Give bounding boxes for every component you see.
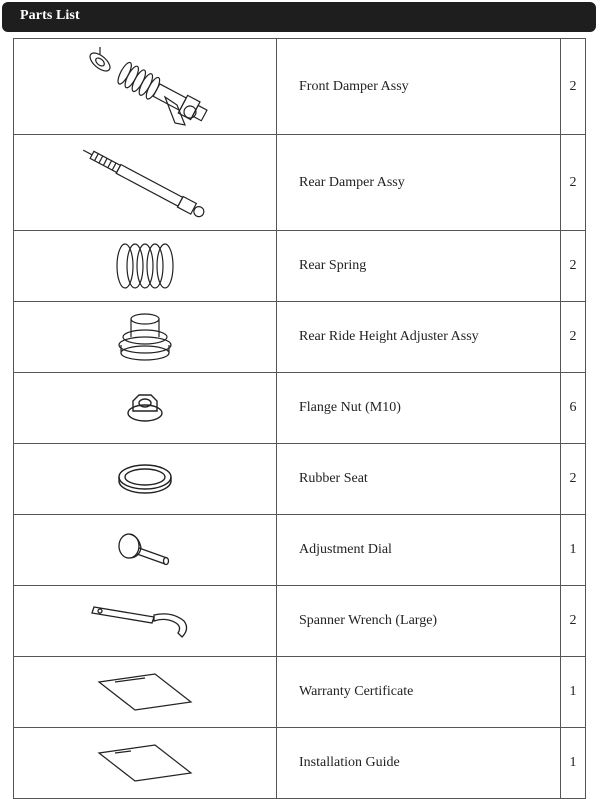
table-row xyxy=(14,135,586,231)
part-image-cell xyxy=(14,302,277,373)
part-qty: 2 xyxy=(561,135,586,231)
part-image-cell xyxy=(14,515,277,586)
part-image-cell xyxy=(14,373,277,444)
installation-guide-icon xyxy=(95,743,195,783)
part-qty: 2 xyxy=(561,444,586,515)
part-name: Rear Spring xyxy=(277,231,561,302)
part-qty: 2 xyxy=(561,231,586,302)
rubber-seat-icon xyxy=(115,461,175,497)
table-row xyxy=(14,39,586,135)
page-title: Parts List xyxy=(20,8,80,23)
part-name: Warranty Certificate xyxy=(277,657,561,728)
part-name: Rear Damper Assy xyxy=(277,135,561,231)
part-qty: 6 xyxy=(561,373,586,444)
table-row xyxy=(14,302,586,373)
part-image-cell xyxy=(14,231,277,302)
part-image-cell xyxy=(14,728,277,799)
ride-height-adjuster-icon xyxy=(110,307,180,367)
part-image-cell xyxy=(14,135,277,231)
warranty-certificate-icon xyxy=(95,672,195,712)
part-image-cell xyxy=(14,657,277,728)
part-qty: 2 xyxy=(561,586,586,657)
parts-table xyxy=(13,38,586,799)
table-row xyxy=(14,231,586,302)
table-row xyxy=(14,515,586,586)
table-row xyxy=(14,586,586,657)
part-name: Rear Ride Height Adjuster Assy xyxy=(277,302,561,373)
part-name: Front Damper Assy xyxy=(277,39,561,135)
table-row xyxy=(14,728,586,799)
part-name: Adjustment Dial xyxy=(277,515,561,586)
table-row xyxy=(14,657,586,728)
part-name: Installation Guide xyxy=(277,728,561,799)
part-image-cell xyxy=(14,39,277,135)
part-image-cell xyxy=(14,444,277,515)
part-image-cell xyxy=(14,586,277,657)
part-qty: 2 xyxy=(561,39,586,135)
part-qty: 2 xyxy=(561,302,586,373)
part-qty: 1 xyxy=(561,657,586,728)
table-row xyxy=(14,444,586,515)
part-name: Flange Nut (M10) xyxy=(277,373,561,444)
rear-damper-icon xyxy=(70,143,220,223)
parts-list-header xyxy=(2,2,596,32)
table-row xyxy=(14,373,586,444)
adjustment-dial-icon xyxy=(115,528,175,572)
part-qty: 1 xyxy=(561,515,586,586)
part-name: Rubber Seat xyxy=(277,444,561,515)
rear-spring-icon xyxy=(105,236,185,296)
part-name: Spanner Wrench (Large) xyxy=(277,586,561,657)
part-qty: 1 xyxy=(561,728,586,799)
front-damper-icon xyxy=(70,42,220,132)
spanner-wrench-icon xyxy=(90,601,200,641)
flange-nut-icon xyxy=(125,391,165,425)
